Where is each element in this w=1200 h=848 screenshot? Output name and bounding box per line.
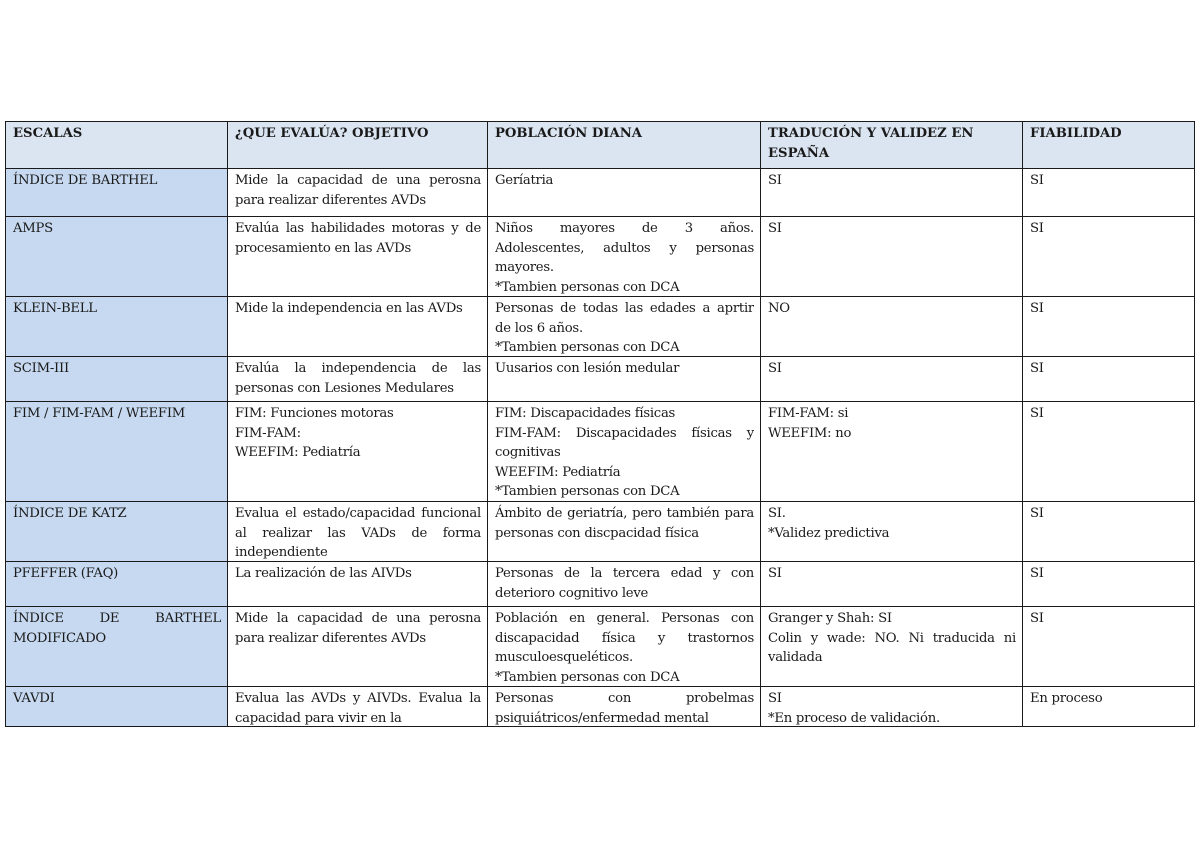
cell-fiabilidad — [1023, 687, 1195, 727]
cell-fiabilidad — [1023, 502, 1195, 562]
cell-objetivo — [228, 169, 488, 217]
cell-objetivo — [228, 357, 488, 402]
header-row — [6, 122, 1195, 169]
scales-table — [5, 121, 1195, 727]
cell-objetivo — [228, 297, 488, 357]
table-row — [6, 357, 1195, 402]
cell-objetivo-text: Mide la independencia en las AVDs — [235, 301, 463, 316]
cell-fiabilidad-text: SI — [1030, 406, 1044, 421]
cell-traduccion — [761, 357, 1023, 402]
cell-traduccion — [761, 169, 1023, 217]
cell-escala-text: AMPS — [13, 221, 53, 236]
cell-escala-text: PFEFFER (FAQ) — [13, 566, 119, 581]
cell-fiabilidad-text: En proceso — [1030, 691, 1103, 706]
cell-traduccion — [761, 297, 1023, 357]
cell-escala — [6, 687, 228, 727]
cell-fiabilidad-text: SI — [1030, 173, 1044, 188]
cell-escala — [6, 297, 228, 357]
table-row — [6, 402, 1195, 502]
cell-escala — [6, 217, 228, 297]
cell-fiabilidad — [1023, 217, 1195, 297]
cell-poblacion-text: *Tambien personas con DCA — [495, 279, 680, 295]
cell-fiabilidad-text: SI — [1030, 611, 1044, 626]
cell-poblacion-text: FIM-FAM: Discapacidades físicas y cognitivas — [495, 425, 754, 460]
cell-objetivo-text: Evalua las AVDs y AIVDs. Evalua la capacidad para vivir en la — [235, 691, 481, 726]
cell-objetivo — [228, 217, 488, 297]
cell-objetivo — [228, 687, 488, 727]
cell-poblacion — [488, 402, 761, 502]
cell-traduccion — [761, 562, 1023, 607]
cell-traduccion-text: Colin y wade: NO. Ni traducida ni validada — [768, 630, 1016, 665]
cell-escala — [6, 502, 228, 562]
cell-fiabilidad — [1023, 607, 1195, 687]
table-row — [6, 502, 1195, 562]
cell-traduccion-text: Granger y Shah: SI — [768, 611, 892, 626]
cell-objetivo-text: Evalúa la independencia de las personas con Lesiones Medulares — [235, 361, 481, 396]
table-row — [6, 169, 1195, 217]
table-row — [6, 607, 1195, 687]
cell-objetivo-text: Evalua el estado/capacidad funcional al realizar las VADs de forma independiente — [235, 506, 481, 560]
header-poblacion: POBLACIÓN DIANA — [488, 122, 761, 169]
cell-escala-text: ÍNDICE DE BARTHEL MODIFICADO — [13, 611, 221, 646]
cell-fiabilidad-text: SI — [1030, 506, 1044, 521]
header-objetivo: ¿QUE EVALÚA? OBJETIVO — [228, 122, 488, 169]
cell-fiabilidad-text: SI — [1030, 361, 1044, 376]
cell-traduccion-text: SI — [768, 173, 782, 188]
cell-poblacion — [488, 169, 761, 217]
cell-traduccion-text: WEEFIM: no — [768, 425, 852, 441]
cell-escala-text: VAVDI — [13, 691, 55, 706]
cell-poblacion-text: Personas con probelmas psiquiátricos/enfermedad mental — [495, 691, 754, 726]
cell-objetivo-text: FIM-FAM: — [235, 425, 301, 441]
cell-objetivo — [228, 402, 488, 502]
cell-traduccion — [761, 402, 1023, 502]
cell-traduccion — [761, 687, 1023, 727]
cell-traduccion-text: SI — [768, 566, 782, 581]
cell-escala — [6, 402, 228, 502]
cell-poblacion — [488, 607, 761, 687]
cell-poblacion-text: *Tambien personas con DCA — [495, 669, 680, 685]
cell-objetivo-text: FIM: Funciones motoras — [235, 406, 394, 421]
cell-objetivo-text: Evalúa las habilidades motoras y de procesamiento en las AVDs — [235, 221, 481, 256]
cell-poblacion-text: Ámbito de geriatría, pero también para personas con discpacidad física — [495, 506, 754, 541]
cell-objetivo — [228, 562, 488, 607]
cell-traduccion-text: *Validez predictiva — [768, 525, 890, 541]
cell-fiabilidad — [1023, 357, 1195, 402]
cell-traduccion — [761, 607, 1023, 687]
cell-poblacion — [488, 502, 761, 562]
header-fiabilidad: FIABILIDAD — [1023, 122, 1195, 169]
cell-traduccion — [761, 217, 1023, 297]
cell-fiabilidad — [1023, 402, 1195, 502]
cell-poblacion-text: Personas de la tercera edad y con deterioro cognitivo leve — [495, 566, 754, 601]
cell-escala-text: SCIM-III — [13, 361, 69, 376]
cell-poblacion — [488, 297, 761, 357]
cell-objetivo — [228, 607, 488, 687]
cell-objetivo — [228, 502, 488, 562]
cell-objetivo-text: Mide la capacidad de una perosna para realizar diferentes AVDs — [235, 173, 481, 208]
cell-escala-text: KLEIN-BELL — [13, 301, 97, 316]
cell-traduccion-text: SI — [768, 361, 782, 376]
header-escalas: ESCALAS — [6, 122, 228, 169]
cell-poblacion-text: Uusarios con lesión medular — [495, 361, 680, 376]
cell-escala-text: ÍNDICE DE KATZ — [13, 506, 127, 521]
cell-poblacion — [488, 357, 761, 402]
table-body — [6, 169, 1195, 727]
cell-fiabilidad-text: SI — [1030, 301, 1044, 316]
cell-traduccion-text: SI — [768, 221, 782, 236]
cell-poblacion-text: *Tambien personas con DCA — [495, 340, 680, 355]
cell-poblacion-text: Personas de todas las edades a aprtir de los 6 años. — [495, 301, 754, 336]
cell-poblacion — [488, 217, 761, 297]
cell-fiabilidad — [1023, 297, 1195, 357]
cell-traduccion-text: FIM-FAM: si — [768, 406, 849, 421]
cell-poblacion-text: WEEFIM: Pediatría — [495, 464, 621, 480]
table-row — [6, 562, 1195, 607]
cell-fiabilidad — [1023, 562, 1195, 607]
cell-poblacion-text: Población en general. Personas con discapacidad física y trastornos musculoesqueléticos. — [495, 611, 754, 665]
cell-escala-text: ÍNDICE DE BARTHEL — [13, 173, 158, 188]
cell-traduccion-text: NO — [768, 301, 790, 316]
cell-traduccion-text: SI. — [768, 506, 786, 521]
cell-traduccion-text: *En proceso de validación. — [768, 710, 940, 726]
cell-escala — [6, 607, 228, 687]
cell-poblacion-text: Niños mayores de 3 años. Adolescentes, adultos y personas mayores. — [495, 221, 754, 275]
cell-poblacion — [488, 687, 761, 727]
cell-traduccion-text: SI — [768, 691, 782, 706]
table-row — [6, 217, 1195, 297]
cell-escala — [6, 562, 228, 607]
cell-fiabilidad-text: SI — [1030, 566, 1044, 581]
cell-poblacion-text: Geríatria — [495, 173, 554, 188]
cell-poblacion — [488, 562, 761, 607]
cell-escala-text: FIM / FIM-FAM / WEEFIM — [13, 406, 186, 421]
cell-fiabilidad-text: SI — [1030, 221, 1044, 236]
cell-fiabilidad — [1023, 169, 1195, 217]
cell-poblacion-text: *Tambien personas con DCA — [495, 484, 680, 499]
cell-poblacion-text: FIM: Discapacidades físicas — [495, 406, 676, 421]
cell-objetivo-text: La realización de las AIVDs — [235, 566, 412, 581]
cell-objetivo-text: Mide la capacidad de una perosna para realizar diferentes AVDs — [235, 611, 481, 646]
cell-escala — [6, 169, 228, 217]
table-row — [6, 297, 1195, 357]
cell-traduccion — [761, 502, 1023, 562]
header-traduccion: TRADUCIÓN Y VALIDEZ EN ESPAÑA — [761, 122, 1023, 169]
cell-escala — [6, 357, 228, 402]
cell-objetivo-text: WEEFIM: Pediatría — [235, 445, 361, 460]
table-row — [6, 687, 1195, 727]
